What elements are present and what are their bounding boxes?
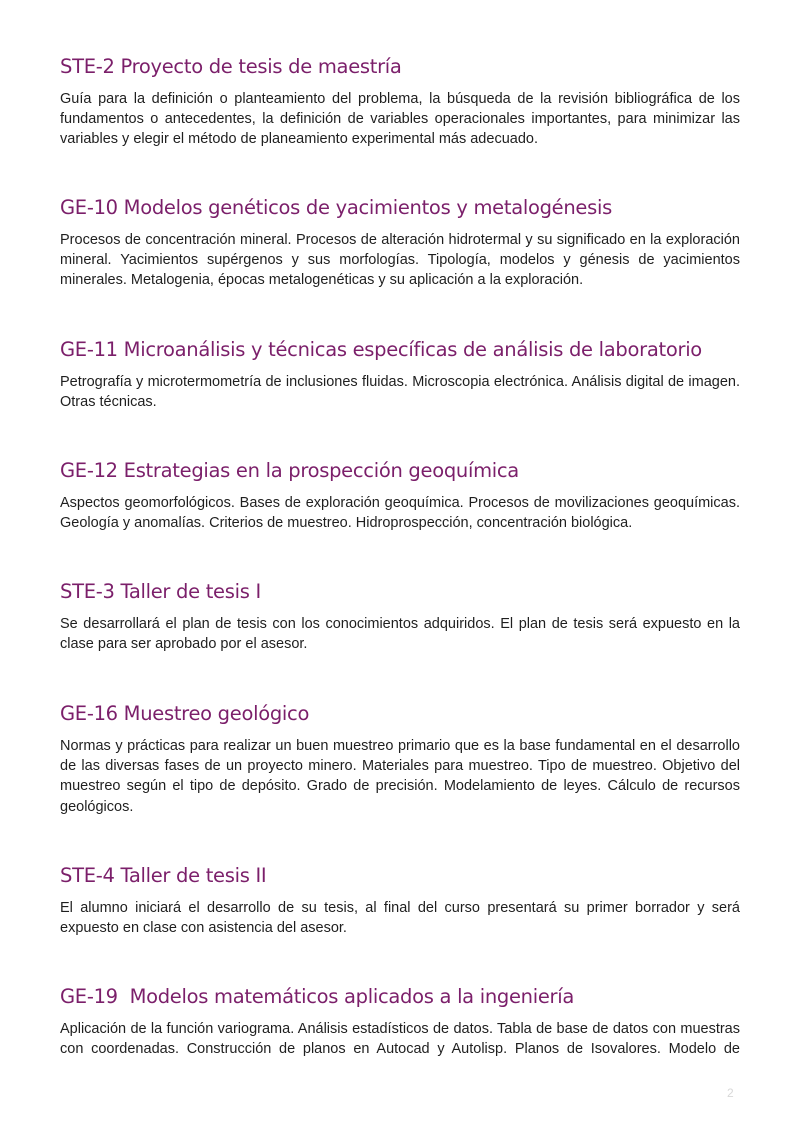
course-title: GE-10 Modelos genéticos de yacimientos y metalogénesis bbox=[60, 196, 612, 219]
course-section-ste-2 bbox=[60, 55, 740, 150]
course-description: Procesos de concentración mineral. Procesos de alteración hidrotermal y su significado en la exploración mineral. Yacimientos supérgenos y sus morfologías. Tipología, modelos y génesis de yacimientos minerales. Metalogenia, épocas metalogenéticas y su aplicación a la exploración. bbox=[60, 232, 740, 289]
course-title: GE-19 Modelos matemáticos aplicados a la ingeniería bbox=[60, 985, 575, 1008]
course-description: Aplicación de la función variograma. Análisis estadísticos de datos. Tabla de base de datos con muestras con coordenadas. Construcción de planos en Autocad y Autolisp. Planos de Isovalores. Modelo de bbox=[60, 1021, 740, 1058]
course-description: Petrografía y microtermometría de inclusiones fluidas. Microscopia electrónica. Análisis digital de imagen. Otras técnicas. bbox=[60, 374, 740, 411]
course-title: GE-11 Microanálisis y técnicas específicas de análisis de laboratorio bbox=[60, 338, 702, 361]
page-number: 2 bbox=[727, 1086, 734, 1100]
course-title: STE-4 Taller de tesis II bbox=[60, 864, 267, 887]
course-title: STE-2 Proyecto de tesis de maestría bbox=[60, 55, 402, 78]
course-section-ge-10 bbox=[60, 196, 740, 291]
course-title: GE-16 Muestreo geológico bbox=[60, 702, 310, 725]
course-section-ge-16 bbox=[60, 702, 740, 817]
course-section-ge-11 bbox=[60, 338, 740, 412]
course-description: Se desarrollará el plan de tesis con los conocimientos adquiridos. El plan de tesis será expuesto en la clase para ser aprobado por el asesor. bbox=[60, 616, 740, 653]
course-section-ste-4 bbox=[60, 864, 740, 938]
course-description: Normas y prácticas para realizar un buen muestreo primario que es la base fundamental en el desarrollo de las diversas fases de un proyecto minero. Materiales para muestreo. Tipo de muestreo. Objetivo del muestreo según el tipo de depósito. Grado de precisión. Modelamiento de leyes. Cálculo de recursos geológicos. bbox=[60, 738, 740, 815]
course-description: Aspectos geomorfológicos. Bases de exploración geoquímica. Procesos de movilizaciones geoquímicas. Geología y anomalías. Criterios de muestreo. Hidroprospección, concentración biológica. bbox=[60, 495, 740, 532]
course-title: STE-3 Taller de tesis I bbox=[60, 580, 261, 603]
course-section-ge-19 bbox=[60, 985, 740, 1059]
course-description: Guía para la definición o planteamiento del problema, la búsqueda de la revisión bibliográfica de los fundamentos o antecedentes, la definición de variables operacionales importantes, para minimizar las variables y elegir el método de planeamiento experimental más adecuado. bbox=[60, 91, 740, 148]
course-section-ge-12 bbox=[60, 459, 740, 533]
course-description: El alumno iniciará el desarrollo de su tesis, al final del curso presentará su primer borrador y será expuesto en clase con asistencia del asesor. bbox=[60, 900, 740, 937]
course-title: GE-12 Estrategias en la prospección geoquímica bbox=[60, 459, 519, 482]
course-section-ste-3 bbox=[60, 580, 740, 654]
